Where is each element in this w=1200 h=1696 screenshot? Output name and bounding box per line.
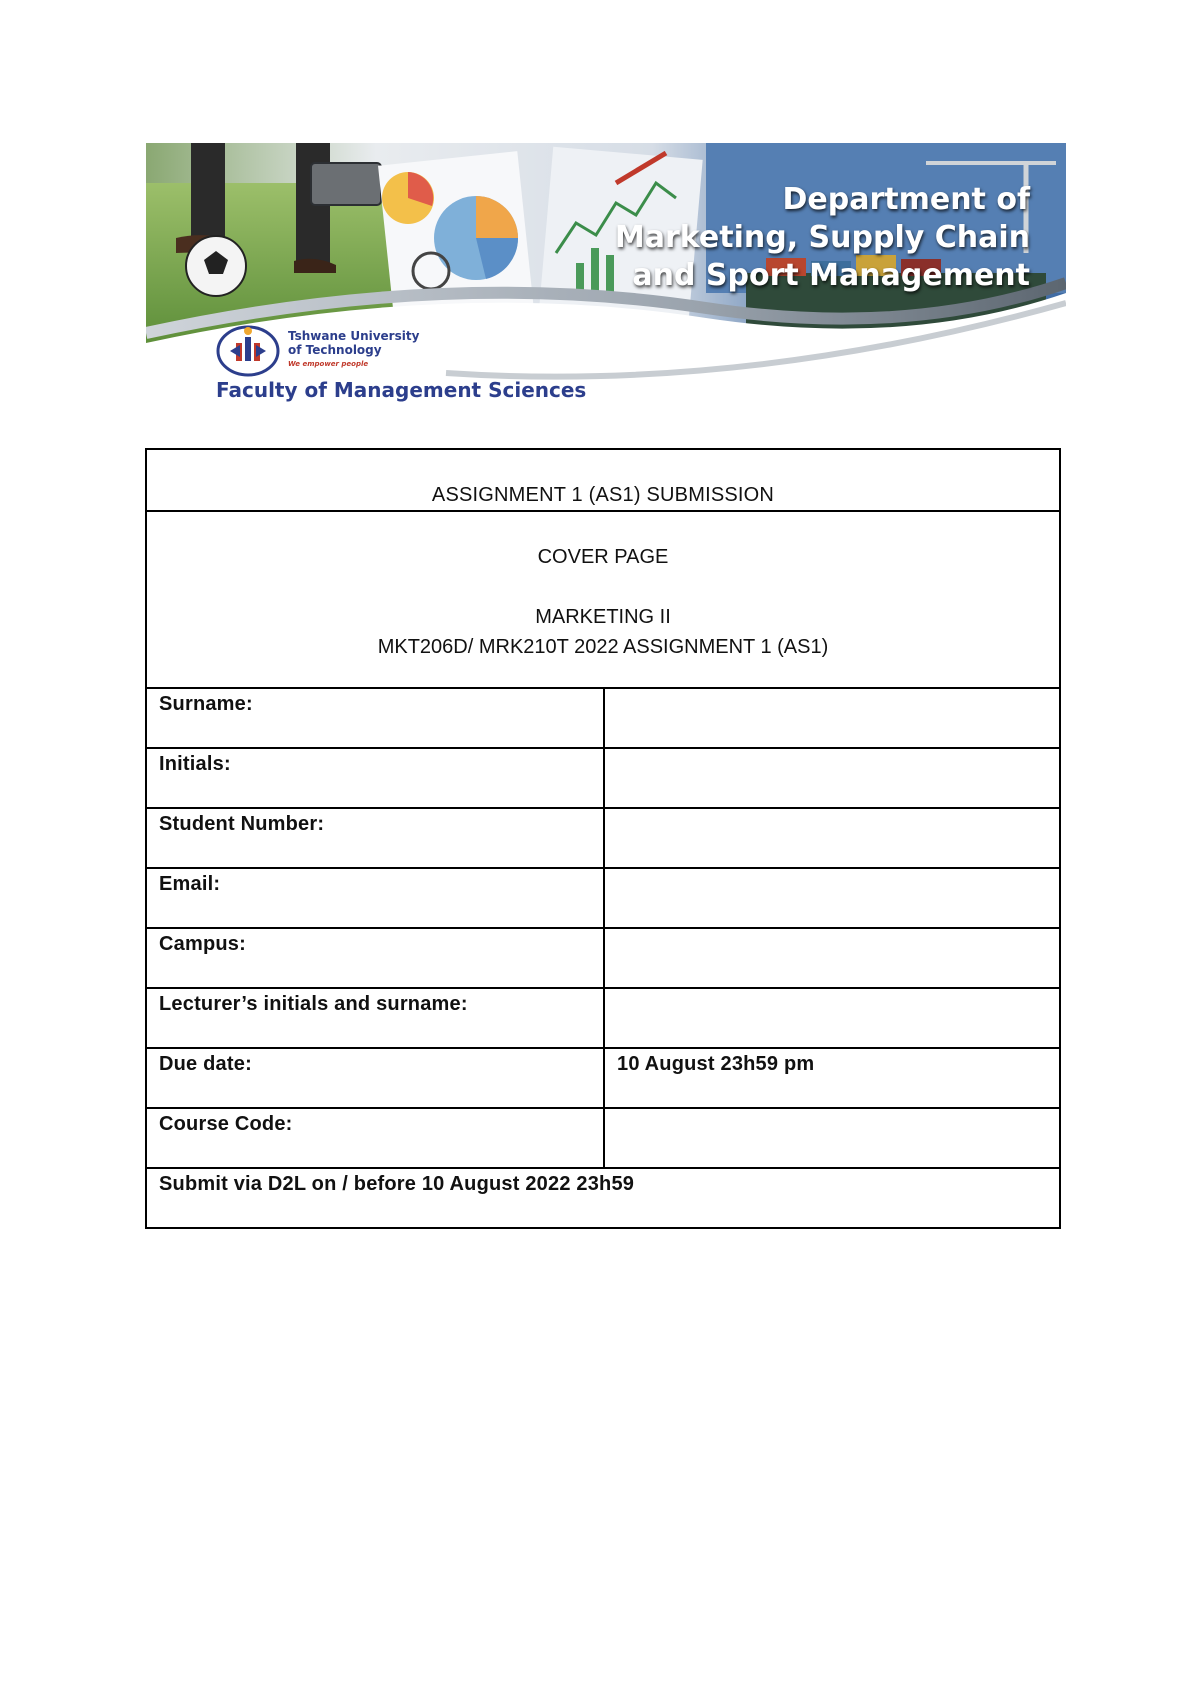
form-row-campus	[147, 927, 1059, 987]
form-row-course-code	[147, 1107, 1059, 1167]
department-line: Department of	[782, 182, 1030, 217]
submission-note: Submit via D2L on / before 10 August 2022 23h59	[159, 1173, 635, 1195]
field-label: Campus:	[147, 929, 605, 987]
lecturer-field[interactable]	[605, 989, 1059, 1047]
field-label: Student Number:	[147, 809, 605, 867]
form-header-row	[147, 450, 1059, 510]
form-row-submit-note	[147, 1167, 1059, 1227]
university-name	[288, 329, 419, 371]
department-line: Marketing, Supply Chain	[614, 220, 1030, 255]
initials-field[interactable]	[605, 749, 1059, 807]
email-field[interactable]	[605, 869, 1059, 927]
campus-field[interactable]	[605, 929, 1059, 987]
form-row-lecturer	[147, 987, 1059, 1047]
department-line: and Sport Management	[632, 258, 1030, 293]
header-banner	[146, 143, 1066, 411]
field-label: Due date:	[147, 1049, 605, 1107]
form-row-student-number	[147, 807, 1059, 867]
cover-title-row	[147, 510, 1059, 687]
subject-name: MARKETING II	[535, 606, 671, 628]
field-label: Email:	[147, 869, 605, 927]
university-name-line: of Technology	[288, 343, 382, 357]
cover-page-form	[145, 448, 1061, 1229]
course-code-field[interactable]	[605, 1109, 1059, 1167]
assignment-heading: ASSIGNMENT 1 (AS1) SUBMISSION	[431, 484, 775, 506]
course-line: MKT206D/ MRK210T 2022 ASSIGNMENT 1 (AS1)	[377, 636, 829, 658]
university-name-line: Tshwane University	[288, 329, 420, 343]
university-logo-icon	[216, 321, 280, 377]
cover-page-title: COVER PAGE	[537, 546, 669, 568]
student-number-field[interactable]	[605, 809, 1059, 867]
field-label: Lecturer’s initials and surname:	[147, 989, 605, 1047]
due-date-value: 10 August 23h59 pm	[617, 1053, 815, 1075]
field-label: Surname:	[147, 689, 605, 747]
form-row-email	[147, 867, 1059, 927]
form-row-due-date	[147, 1047, 1059, 1107]
field-label: Course Code:	[147, 1109, 605, 1167]
surname-field[interactable]	[605, 689, 1059, 747]
department-title	[610, 181, 1030, 295]
university-tagline: We empower people	[288, 360, 369, 368]
field-label: Initials:	[147, 749, 605, 807]
form-row-initials	[147, 747, 1059, 807]
faculty-name: Faculty of Management Sciences	[216, 378, 587, 402]
form-row-surname	[147, 687, 1059, 747]
